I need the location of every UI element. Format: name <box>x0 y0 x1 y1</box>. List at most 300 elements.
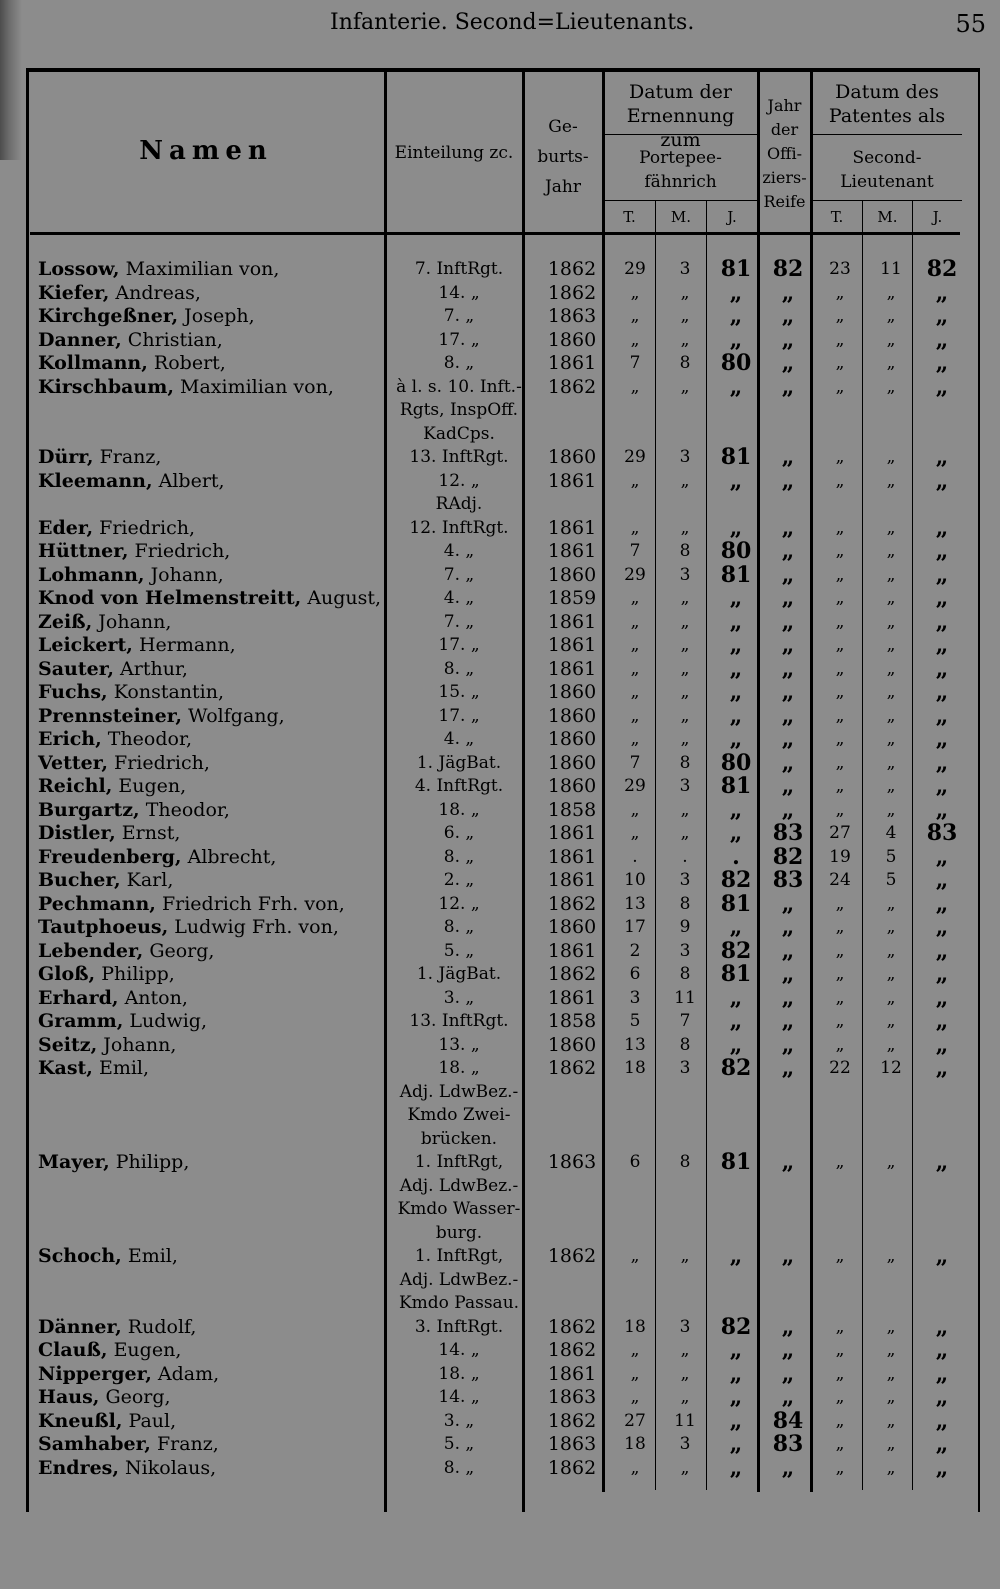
cell-t2: „ <box>835 705 845 726</box>
cell-t1: „ <box>630 658 640 679</box>
surname: Kneußl, <box>38 1409 123 1432</box>
cell-unit: 1. InftRgt, <box>414 1152 504 1172</box>
cell-m1: 3 <box>679 259 691 279</box>
given-name: Friedrich Frh. von, <box>161 892 345 915</box>
cell-year: 1863 <box>547 1151 597 1173</box>
cell-m1: „ <box>680 658 690 679</box>
cell-j2: „ <box>935 1055 949 1081</box>
cell-t2: „ <box>835 917 845 937</box>
cell-j1: „ <box>729 1454 743 1481</box>
officer-name <box>38 728 390 751</box>
cell-j2: „ <box>935 937 949 964</box>
officer-name <box>38 1339 390 1362</box>
cell-j1: 81 <box>720 1149 752 1175</box>
cell-t1: 29 <box>624 776 646 796</box>
cell-m1: „ <box>680 635 690 655</box>
cell-m1: „ <box>680 306 690 326</box>
cell-t2: „ <box>835 306 845 326</box>
cell-t1: „ <box>630 588 640 608</box>
cell-m2: „ <box>886 470 896 491</box>
given-name: Eugen, <box>118 775 187 797</box>
cell-j1: „ <box>729 1337 743 1363</box>
cell-j2: „ <box>935 303 949 329</box>
cell-year: 1862 <box>547 1245 597 1267</box>
surname: Nipperger, <box>38 1362 152 1385</box>
cell-year: 1860 <box>547 704 597 727</box>
surname: Knod von Helmenstreitt, <box>38 587 302 609</box>
given-name: Joseph, <box>184 305 255 327</box>
cell-t1: 18 <box>624 1316 646 1337</box>
given-name: August, <box>307 587 382 609</box>
cell-reise: „ <box>781 655 795 682</box>
cell-j2: „ <box>935 467 949 494</box>
cell-unit: 17. „ <box>438 635 480 655</box>
cell-reise: 82 <box>772 256 804 282</box>
officer-name <box>38 681 390 704</box>
cell-m1: „ <box>680 823 690 843</box>
given-name: Johann, <box>150 563 224 586</box>
cell-unit: 5. „ <box>443 940 475 961</box>
cell-m1: „ <box>680 517 690 538</box>
cell-m1: 3 <box>679 1316 691 1337</box>
given-name: Ludwig, <box>129 1010 207 1032</box>
cell-j2: „ <box>935 1031 949 1058</box>
table-row <box>30 1245 978 1269</box>
cell-unit: Kmdo Zwei- <box>407 1105 511 1125</box>
cell-j2: „ <box>935 726 949 752</box>
given-name: Konstantin, <box>113 681 225 703</box>
officer-name <box>38 916 390 939</box>
patent-rule <box>812 134 962 135</box>
cell-unit: Adj. LdwBez.- <box>399 1175 519 1196</box>
table-row <box>30 1269 978 1293</box>
cell-unit: 4. „ <box>443 541 475 561</box>
cell-reise: „ <box>781 303 795 329</box>
cell-reise: „ <box>781 984 795 1011</box>
cell-t2: „ <box>835 611 845 632</box>
given-name: Friedrich, <box>114 751 210 774</box>
cell-j1: „ <box>729 914 743 940</box>
cell-m2: „ <box>886 329 896 350</box>
table-row <box>30 728 978 752</box>
cell-j2: „ <box>935 1360 949 1387</box>
header-j1: J. <box>727 208 737 226</box>
cell-reise: 84 <box>772 1407 804 1434</box>
cell-reise: „ <box>781 585 795 611</box>
cell-m1: 3 <box>679 564 691 585</box>
cell-unit: 5. „ <box>443 1434 475 1454</box>
cell-j2: „ <box>935 843 949 870</box>
given-name: Wolfgang, <box>188 704 285 727</box>
cell-t2: „ <box>835 1387 845 1407</box>
officer-name <box>38 846 390 869</box>
surname: Danner, <box>38 328 122 351</box>
cell-m2: „ <box>886 729 896 749</box>
surname: Kirschbaum, <box>38 375 174 398</box>
cell-j2: „ <box>935 655 949 682</box>
cell-m1: „ <box>680 376 690 397</box>
cell-j1: „ <box>729 632 743 658</box>
cell-m2: „ <box>886 564 896 585</box>
cell-m2: 5 <box>885 846 897 867</box>
header-m1: M. <box>670 208 692 226</box>
cell-unit: 3. „ <box>443 1410 475 1431</box>
cell-t1: 7 <box>629 541 641 561</box>
cell-j1: . <box>732 843 740 870</box>
cell-j2: „ <box>935 890 949 917</box>
cell-j1: „ <box>729 1243 743 1269</box>
officer-name <box>38 376 390 399</box>
cell-t1: 29 <box>624 259 646 279</box>
cell-j1: 82 <box>720 1313 752 1340</box>
officer-name <box>38 1010 390 1033</box>
cell-unit: 3. InftRgt. <box>414 1316 504 1337</box>
given-name: Georg, <box>105 1386 171 1408</box>
surname: Lohmann, <box>38 563 145 586</box>
cell-t1: „ <box>630 329 640 350</box>
cell-m1: „ <box>680 1387 690 1407</box>
cell-j1: „ <box>729 585 743 611</box>
cell-j1: 82 <box>720 937 752 964</box>
table-row <box>30 822 978 846</box>
officer-name <box>38 1410 390 1433</box>
cell-year: 1860 <box>547 446 597 468</box>
cell-j2: 82 <box>926 256 958 282</box>
cell-m1: 11 <box>674 1410 696 1431</box>
cell-j2: „ <box>935 1008 949 1034</box>
surname: Lebender, <box>38 939 144 962</box>
table-row <box>30 655 978 682</box>
given-name: Philipp, <box>101 963 175 985</box>
officer-name <box>38 1363 390 1386</box>
cell-reise: „ <box>781 726 795 752</box>
cell-t1: „ <box>630 1340 640 1360</box>
cell-j2: „ <box>935 585 949 611</box>
cell-t2: „ <box>835 776 845 796</box>
cell-year: 1862 <box>547 1057 597 1079</box>
cell-j2: „ <box>935 679 949 705</box>
cell-j2: „ <box>935 1407 949 1434</box>
cell-t2: „ <box>835 964 845 984</box>
surname: Seitz, <box>38 1033 98 1056</box>
surname: Freudenberg, <box>38 845 182 868</box>
header-m2: M. <box>877 208 898 226</box>
header-portepee <box>604 146 757 194</box>
header-reise-2: der <box>770 120 799 139</box>
cell-year: 1861 <box>547 986 597 1009</box>
cell-m2: „ <box>886 1457 896 1478</box>
cell-m1: 8 <box>679 353 691 373</box>
cell-j1: 81 <box>720 256 752 282</box>
surname: Kast, <box>38 1057 93 1079</box>
surname: Prennsteiner, <box>38 704 182 727</box>
cell-t2: „ <box>835 682 845 702</box>
cell-j2: „ <box>935 1337 949 1363</box>
officer-name <box>38 352 390 375</box>
header-namen: Namen <box>139 136 273 166</box>
cell-unit: burg. <box>435 1222 483 1243</box>
cell-t1: „ <box>630 1246 640 1266</box>
cell-year: 1861 <box>547 469 597 492</box>
cell-m1: „ <box>680 329 690 350</box>
cell-reise: „ <box>781 1008 795 1034</box>
table-row <box>30 399 978 423</box>
cell-t2: „ <box>835 564 845 585</box>
cell-t2: „ <box>835 729 845 749</box>
table-row <box>30 1128 978 1152</box>
header-second <box>812 146 962 194</box>
cell-t1: „ <box>630 470 640 491</box>
surname: Dürr, <box>38 446 94 468</box>
given-name: Johann, <box>98 610 172 633</box>
cell-t2: „ <box>835 940 845 961</box>
cell-j1: 82 <box>720 1055 752 1081</box>
officer-name <box>38 987 390 1010</box>
given-name: Georg, <box>149 939 215 962</box>
cell-year: 1860 <box>547 751 597 774</box>
cell-m2: „ <box>886 353 896 373</box>
cell-t1: 18 <box>624 1058 646 1078</box>
cell-j2: „ <box>935 514 949 541</box>
cell-m2: „ <box>886 940 896 961</box>
officer-name <box>38 963 390 986</box>
cell-m1: „ <box>680 282 690 303</box>
cell-j2: „ <box>935 961 949 987</box>
cell-reise: „ <box>781 796 795 823</box>
cell-j1: „ <box>729 1031 743 1058</box>
cell-m2: „ <box>886 1152 896 1172</box>
cell-t1: „ <box>630 306 640 326</box>
header-reise-1: Jahr <box>767 96 802 115</box>
table-row <box>30 1292 978 1316</box>
cell-j1: 80 <box>720 538 752 564</box>
cell-t1: 27 <box>624 1410 646 1431</box>
cell-m2: „ <box>886 635 896 655</box>
cell-j1: „ <box>729 679 743 705</box>
surname: Gloß, <box>38 963 96 985</box>
cell-m2: „ <box>886 799 896 820</box>
cell-t1: . <box>632 846 638 867</box>
cell-m1: 7 <box>679 1011 691 1031</box>
cell-m2: „ <box>886 1316 896 1337</box>
cell-j1: 81 <box>720 773 752 799</box>
given-name: Friedrich, <box>99 516 195 539</box>
cell-m1: 3 <box>679 1434 691 1454</box>
cell-year: 1861 <box>547 822 597 844</box>
table-row <box>30 1081 978 1105</box>
cell-t2: „ <box>835 1011 845 1031</box>
table-row <box>30 702 978 729</box>
given-name: Theodor, <box>145 798 230 821</box>
cell-j1: „ <box>729 1008 743 1034</box>
table-row <box>30 916 978 940</box>
table-row <box>30 1010 978 1034</box>
cell-reise: „ <box>781 1149 795 1175</box>
cell-year: 1862 <box>547 1409 597 1432</box>
cell-t2: „ <box>835 1316 845 1337</box>
cell-m1: 8 <box>679 752 691 773</box>
cell-t2: 19 <box>829 846 851 867</box>
cell-m1: „ <box>680 1363 690 1384</box>
cell-year: 1862 <box>547 1315 597 1338</box>
cell-t1: 13 <box>624 1034 646 1055</box>
cell-unit: 14. „ <box>438 1387 480 1407</box>
cell-year: 1862 <box>547 963 597 985</box>
header-reise <box>759 94 810 214</box>
cell-year: 1861 <box>547 516 597 539</box>
surname: Kollmann, <box>38 352 148 374</box>
officer-name <box>38 658 390 681</box>
given-name: Hermann, <box>138 634 236 656</box>
table-row <box>30 561 978 588</box>
officer-name <box>38 564 390 587</box>
cell-year: 1863 <box>547 305 597 327</box>
given-name: Andreas, <box>115 281 201 304</box>
table-row <box>30 1031 978 1058</box>
cell-m1: „ <box>680 682 690 702</box>
cell-j1: „ <box>729 726 743 752</box>
cell-t2: „ <box>835 447 845 467</box>
officer-name <box>38 282 390 305</box>
cell-j2: „ <box>935 773 949 799</box>
cell-j1: „ <box>729 303 743 329</box>
cell-reise: „ <box>781 1337 795 1363</box>
cell-unit: 12. „ <box>438 893 480 914</box>
header-patent-1: Datum des <box>835 81 939 103</box>
given-name: Friedrich, <box>134 540 231 562</box>
cell-j2: „ <box>935 1149 949 1175</box>
table-row <box>30 1407 978 1434</box>
cell-t2: 24 <box>829 870 851 890</box>
cell-m1: „ <box>680 588 690 608</box>
cell-t2: „ <box>835 1152 845 1172</box>
cell-reise: „ <box>781 1454 795 1481</box>
cell-m2: „ <box>886 1034 896 1055</box>
officer-name <box>38 587 390 610</box>
cell-t2: 27 <box>829 823 851 843</box>
cell-j1: „ <box>729 373 743 400</box>
given-name: Philipp, <box>115 1151 190 1173</box>
header-geburts-3: Jahr <box>544 177 582 197</box>
cell-reise: 83 <box>772 820 804 846</box>
cell-reise: 83 <box>772 867 804 893</box>
officer-name <box>38 446 390 469</box>
officer-name <box>38 258 390 281</box>
officer-name <box>38 752 390 775</box>
running-head <box>0 6 1000 42</box>
header-t1: T. <box>623 208 636 226</box>
officer-name <box>38 1316 390 1339</box>
table-row <box>30 373 978 400</box>
table-row <box>30 681 978 705</box>
cell-t1: 7 <box>629 752 641 773</box>
cell-t1: 2 <box>629 940 641 961</box>
cell-j2: „ <box>935 326 949 353</box>
cell-j2: 83 <box>926 820 958 846</box>
cell-year: 1860 <box>547 1033 597 1056</box>
table-row <box>30 775 978 799</box>
surname: Haus, <box>38 1386 100 1408</box>
header-portepee-2: fähnrich <box>644 172 717 192</box>
cell-reise: „ <box>781 514 795 541</box>
surname: Lossow, <box>38 258 120 280</box>
surname: Burgartz, <box>38 798 140 821</box>
cell-t2: „ <box>835 282 845 303</box>
running-head-title: Infanterie. Second=Lieutenants. <box>330 10 695 35</box>
cell-year: 1860 <box>547 775 597 797</box>
cell-year: 1861 <box>547 869 597 891</box>
given-name: Robert, <box>153 352 226 374</box>
cell-unit: 14. „ <box>438 1340 480 1360</box>
header-second-1: Second- <box>852 148 922 168</box>
cell-m1: „ <box>680 611 690 632</box>
cell-t2: „ <box>835 1363 845 1384</box>
cell-t2: „ <box>835 799 845 820</box>
cell-unit: 7. „ <box>443 611 475 632</box>
cell-m2: „ <box>886 893 896 914</box>
cell-unit: KadCps. <box>423 423 495 444</box>
officer-name <box>38 611 390 634</box>
cell-t2: 23 <box>829 259 851 279</box>
cell-j1: „ <box>729 326 743 353</box>
cell-year: 1858 <box>547 798 597 821</box>
table-row <box>30 423 978 447</box>
cell-unit: 8. „ <box>443 658 475 679</box>
cell-t1: 29 <box>624 447 646 467</box>
table-row <box>30 796 978 823</box>
cell-t2: „ <box>835 376 845 397</box>
cell-m1: 3 <box>679 776 691 796</box>
cell-j1: 80 <box>720 749 752 776</box>
surname: Gramm, <box>38 1010 124 1032</box>
cell-unit: 4. „ <box>443 729 475 749</box>
cell-m2: „ <box>886 1340 896 1360</box>
cell-reise: „ <box>781 961 795 987</box>
officer-name <box>38 1034 390 1057</box>
cell-m1: 3 <box>679 447 691 467</box>
cell-reise: „ <box>781 702 795 729</box>
cell-year: 1861 <box>547 1362 597 1385</box>
cell-j1: „ <box>729 1407 743 1434</box>
cell-t1: 6 <box>629 964 641 984</box>
cell-reise: „ <box>781 350 795 376</box>
officer-name <box>38 1057 390 1080</box>
cell-j2: „ <box>935 632 949 658</box>
surname: Clauß, <box>38 1339 108 1361</box>
cell-unit: Kmdo Passau. <box>398 1293 520 1313</box>
table-row <box>30 890 978 917</box>
cell-year: 1860 <box>547 563 597 586</box>
cell-m1: „ <box>680 1246 690 1266</box>
header-reise-4: ziers- <box>762 168 807 187</box>
portepee-rule <box>604 200 757 201</box>
cell-reise: „ <box>781 890 795 917</box>
surname: Sauter, <box>38 657 114 680</box>
cell-j1: „ <box>729 514 743 541</box>
given-name: Eugen, <box>113 1339 182 1361</box>
cell-m1: 8 <box>679 541 691 561</box>
officer-name <box>38 940 390 963</box>
cell-t2: „ <box>835 1410 845 1431</box>
cell-j1: „ <box>729 1384 743 1410</box>
given-name: Franz, <box>156 1433 219 1455</box>
cell-m1: „ <box>680 1340 690 1360</box>
table-row <box>30 749 978 776</box>
table-row <box>30 608 978 635</box>
surname: Kleemann, <box>38 469 153 492</box>
officer-name <box>38 869 390 892</box>
cell-t1: „ <box>630 682 640 702</box>
